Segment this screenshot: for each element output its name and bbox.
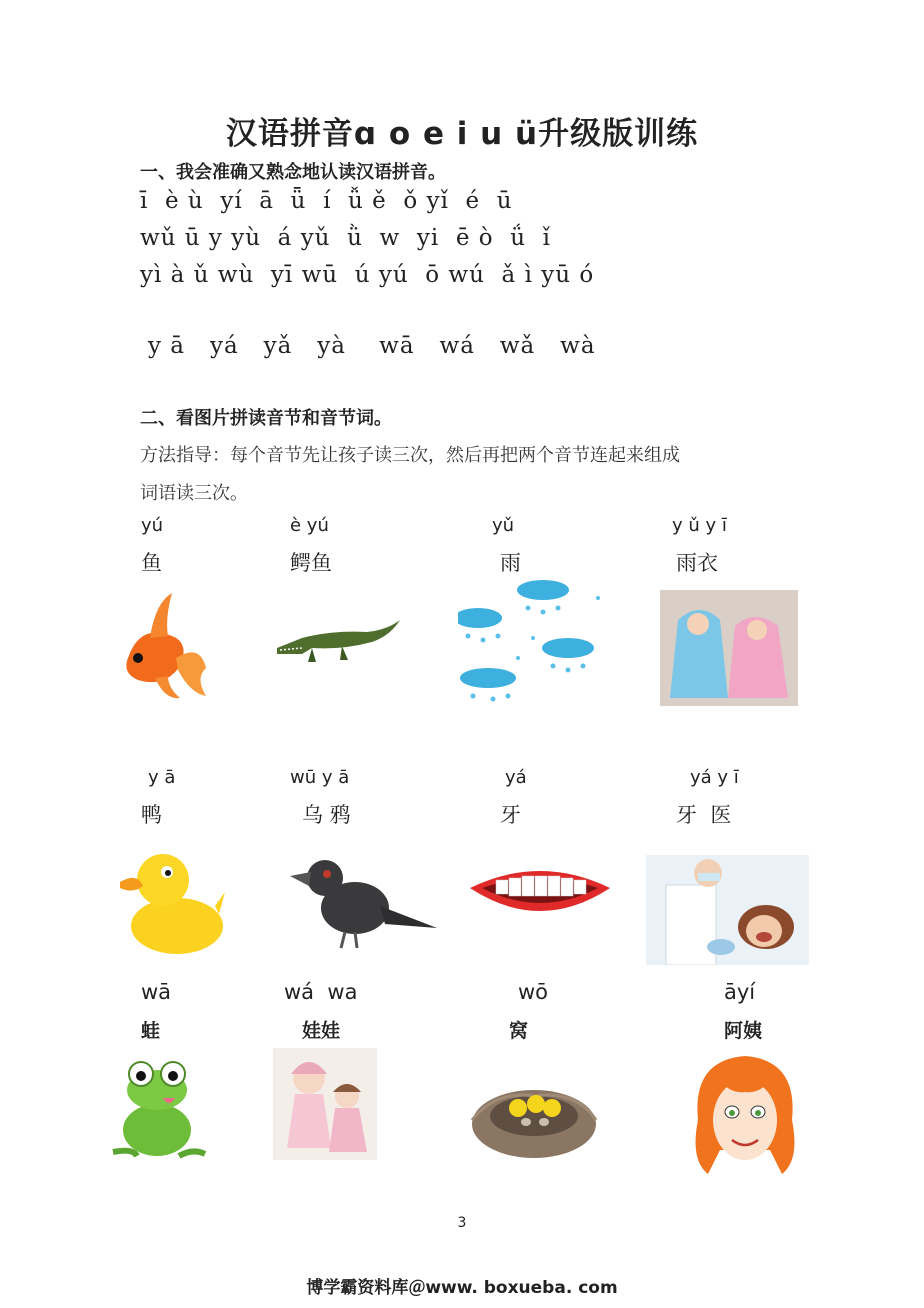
pinyin-row-2: wǔ ū y yù á yǔ ǜ w yi ē ò ǘ ǐ xyxy=(140,225,552,251)
dentist-image xyxy=(646,855,809,965)
footer-watermark: 博学霸资料库＠www. boxueba. com xyxy=(306,1278,618,1298)
pinyin-label: yǔ xyxy=(492,515,515,536)
crow-image xyxy=(285,848,440,953)
hanzi-label: 窝 xyxy=(509,1020,529,1042)
hanzi-label: 乌 鸦 xyxy=(302,803,351,827)
guide-line-1: 方法指导：每个音节先让孩子读三次，然后再把两个音节连起来组成 xyxy=(140,445,680,466)
hanzi-label: 鱼 xyxy=(141,551,162,575)
hanzi-label: 蛙 xyxy=(141,1020,161,1042)
pinyin-label: āyí xyxy=(724,980,756,1004)
hanzi-label: 娃娃 xyxy=(302,1020,341,1042)
pinyin-label: wá wa xyxy=(284,980,358,1004)
hanzi-label: 雨 xyxy=(500,551,521,575)
pinyin-label: y ǔ y ī xyxy=(672,515,727,536)
pinyin-label: yá y ī xyxy=(690,767,739,788)
raincoats-image xyxy=(660,590,798,706)
pinyin-label: yá xyxy=(505,767,527,788)
teeth-image xyxy=(466,860,614,930)
pinyin-label: yú xyxy=(141,515,164,536)
section2-heading: 二、看图片拼读音节和音节词。 xyxy=(140,408,392,429)
hanzi-label: 鳄鱼 xyxy=(290,551,332,575)
guide-line-2: 词语读三次。 xyxy=(140,483,248,504)
pinyin-label: wā xyxy=(141,980,172,1004)
hanzi-label: 阿姨 xyxy=(724,1020,763,1042)
pinyin-label: y ā xyxy=(148,767,176,788)
section1-heading: 一、我会准确又熟念地认读汉语拼音。 xyxy=(140,162,446,183)
pinyin-label: è yú xyxy=(290,515,329,536)
auntie-image xyxy=(690,1050,800,1178)
dolls-image xyxy=(273,1048,377,1160)
duck-image xyxy=(115,842,227,958)
rain-clouds-image xyxy=(458,578,608,703)
pinyin-row-1: ī è ù yí ā ǖ í ǚ ě ǒ yǐ é ū xyxy=(140,188,513,214)
hanzi-label: 鸭 xyxy=(141,803,162,827)
crocodile-image xyxy=(272,610,402,670)
nest-image xyxy=(466,1060,602,1166)
hanzi-label: 牙 医 xyxy=(676,803,732,827)
hanzi-label: 牙 xyxy=(500,803,521,827)
goldfish-image xyxy=(110,588,210,706)
pinyin-row-ya-wa: y ā yá yǎ yà wā wá wǎ wà xyxy=(148,333,596,359)
page-number: 3 xyxy=(457,1215,467,1231)
pinyin-row-3: yì à ǔ wù yī wū ú yú ō wú ǎ ì yū ó xyxy=(140,262,595,288)
pinyin-label: wō xyxy=(518,980,549,1004)
hanzi-label: 雨衣 xyxy=(676,551,718,575)
page-title: 汉语拼音ɑ o e i u ü升级版训练 xyxy=(225,116,699,152)
pinyin-label: wū y ā xyxy=(290,767,350,788)
frog-image xyxy=(103,1052,209,1164)
